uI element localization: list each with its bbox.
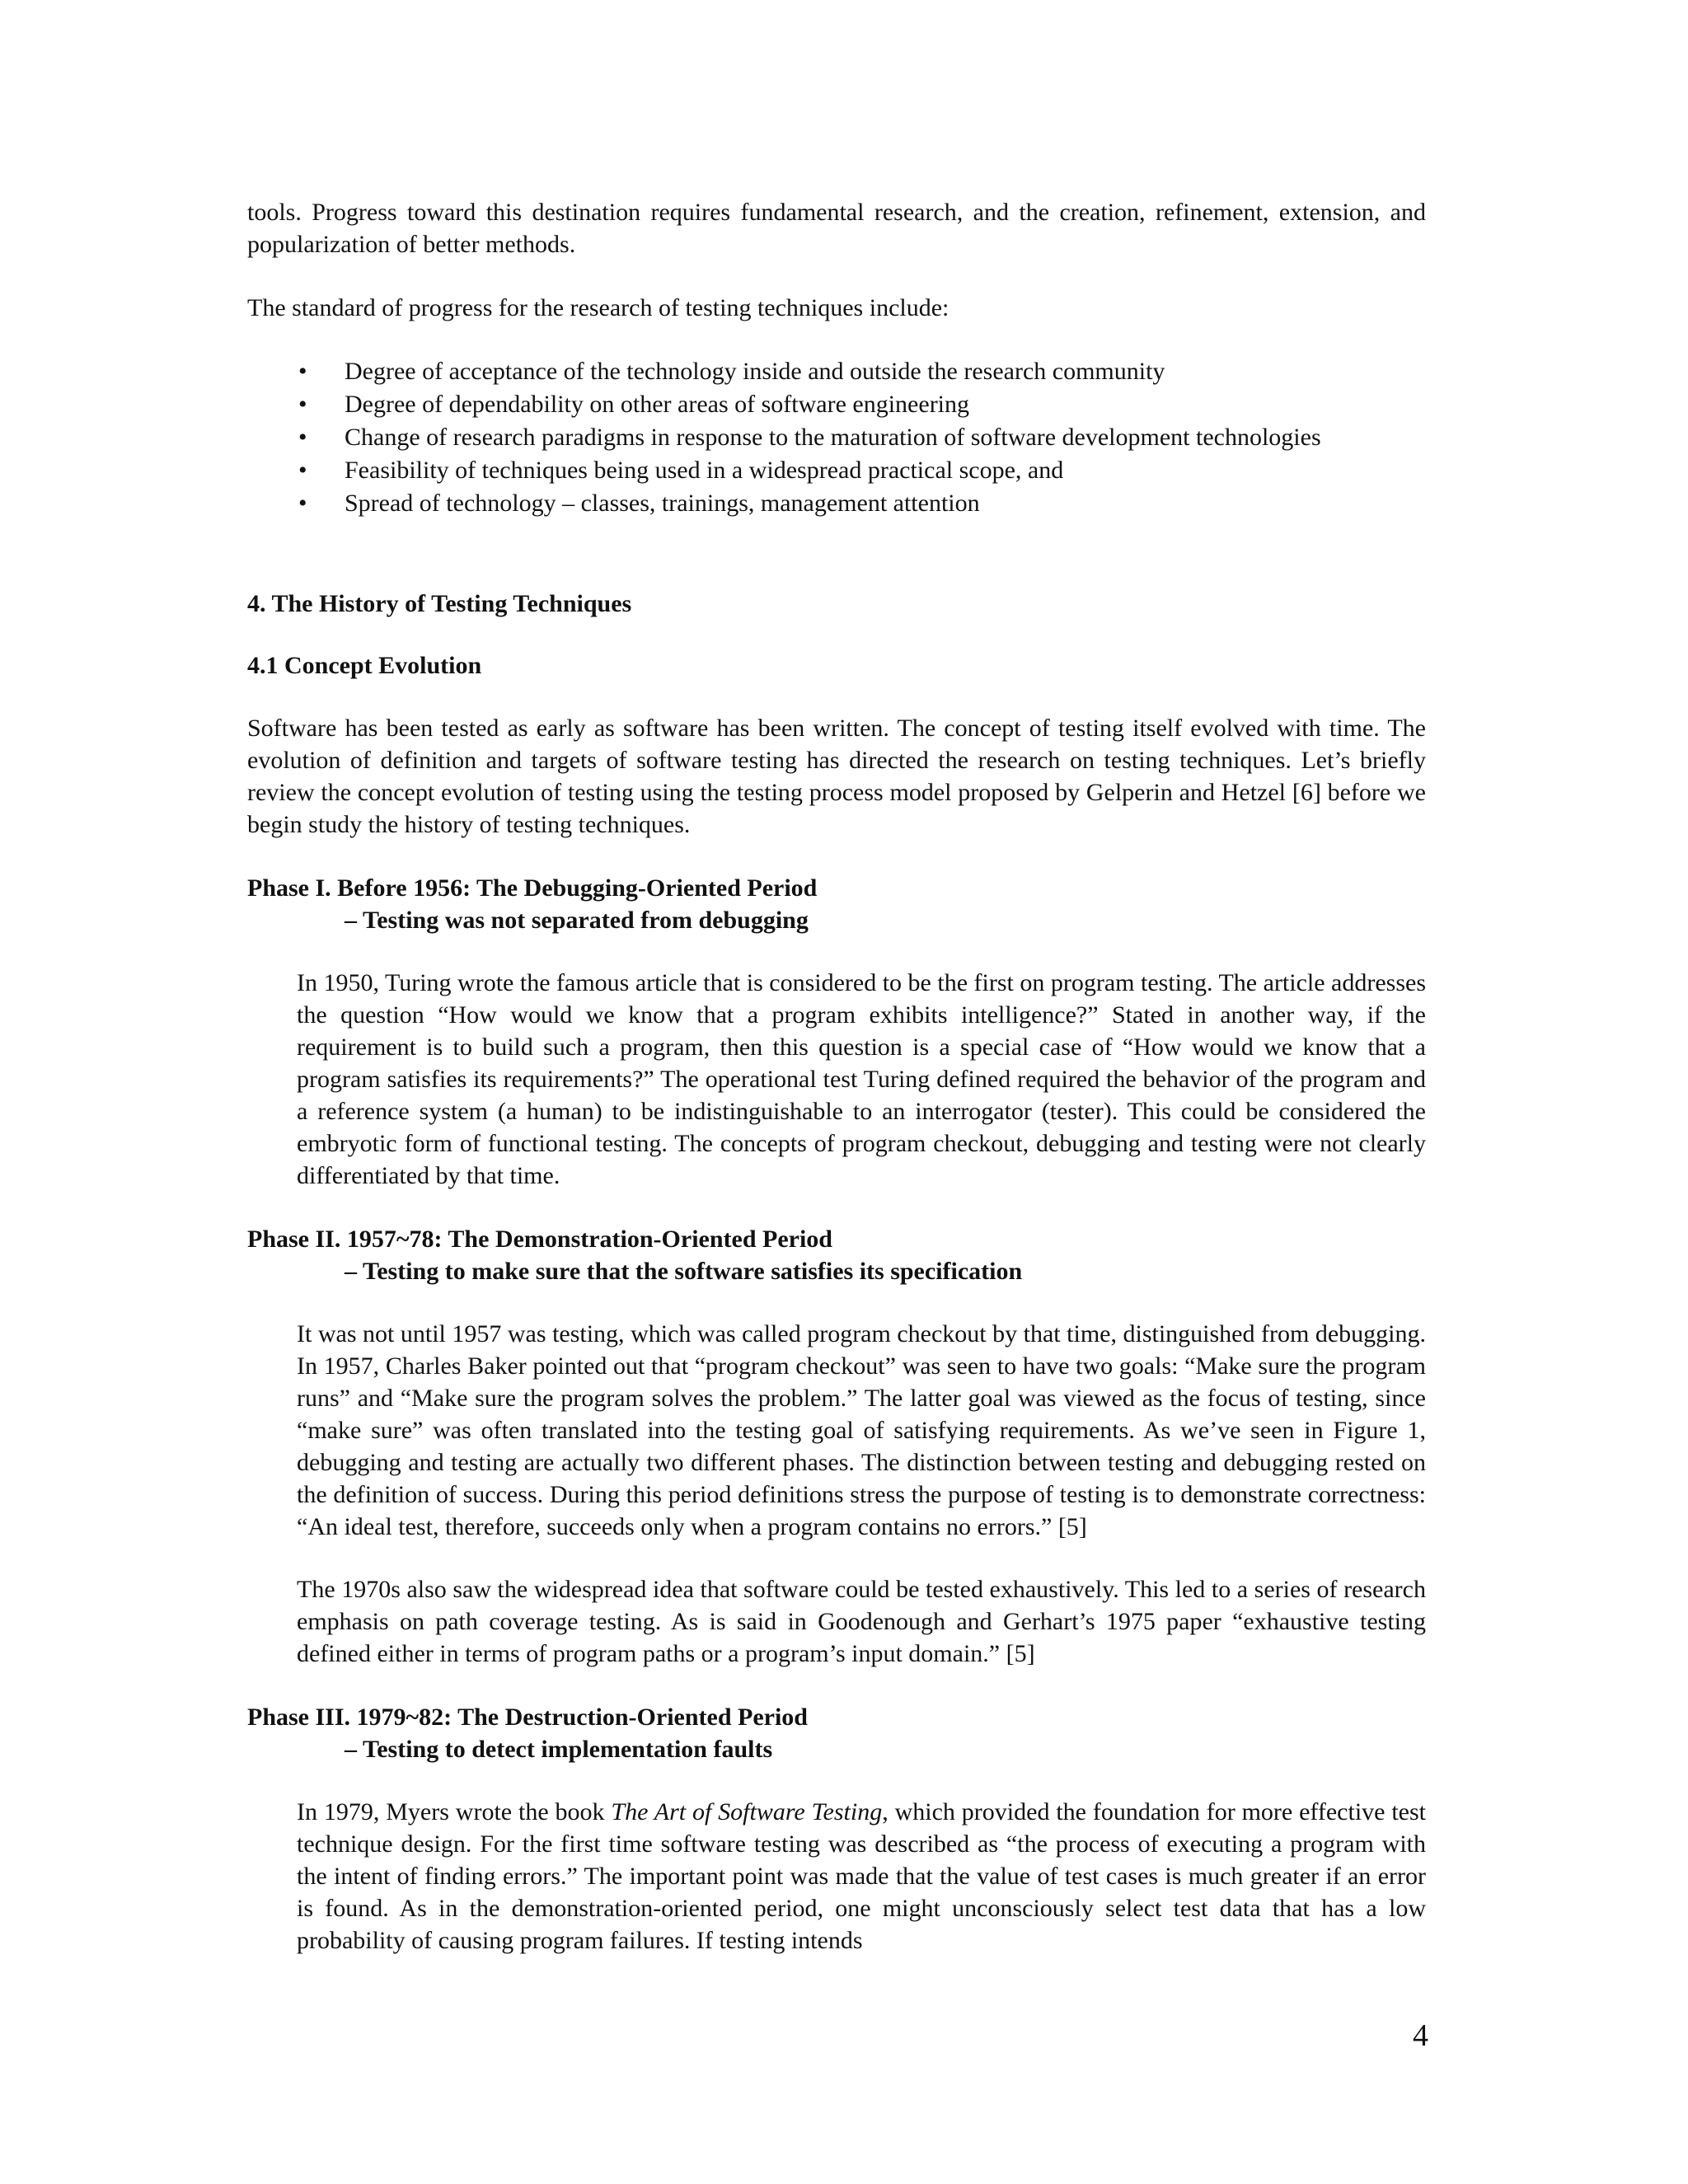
book-title: The Art of Software Testing	[611, 1798, 883, 1825]
list-item-text: Spread of technology – classes, trainings, management attention	[345, 490, 980, 517]
phase-2-heading: Phase II. 1957~78: The Demonstration-Oriented Period	[247, 1226, 832, 1253]
phase-2-paragraph: It was not until 1957 was testing, which was called program checkout by that time, distinguished from debugging. In 1957, Charles Baker pointed out that “program checkout” was seen to have two goals: “Make sure the program runs” and “Make sure the program solves the problem.” The latter goal was viewed as the focus of testing, since “make sure” was often translated into the testing goal of satisfying requirements. As we’ve seen in Figure 1, debugging and testing are actually two different phases. The distinction between testing and debugging rested on the definition of success. During this period definitions stress the purpose of testing is to demonstrate correctness: “An ideal test, therefore, succeeds only when a program contains no errors.” [5]	[297, 1320, 1426, 1540]
phase-2-subheading: – Testing to make sure that the software satisfies its specification	[345, 1258, 1023, 1285]
list-item	[247, 487, 1426, 520]
progress-standards-list	[247, 355, 1426, 520]
phase-1-heading: Phase I. Before 1956: The Debugging-Oriented Period	[247, 874, 818, 902]
bullet-icon: •	[298, 424, 307, 451]
phase-1-subheading: – Testing was not separated from debugging	[345, 907, 809, 934]
section-heading: 4. The History of Testing Techniques	[247, 590, 632, 617]
bullet-icon: •	[298, 490, 307, 517]
phase-2-paragraph: The 1970s also saw the widespread idea that software could be tested exhaustively. This led to a series of research emphasis on path coverage testing. As is said in Goodenough and Gerhart’s 1975 paper “exhaustive testing defined either in terms of program paths or a program’s input domain.” [5]	[297, 1576, 1426, 1667]
bullet-icon: •	[298, 457, 307, 484]
list-item-text: Change of research paradigms in response to the maturation of software development technologies	[345, 424, 1321, 451]
phase-2-body	[297, 1318, 1426, 1670]
list-item	[247, 388, 1426, 421]
bullet-icon: •	[298, 391, 307, 418]
phase-1-paragraph: In 1950, Turing wrote the famous article that is considered to be the first on program testing. The article addresses the question “How would we know that a program exhibits intelligence?” Stated in another way, if the requirement is to build such a program, then this question is a special case of “How would we know that a program satisfies its requirements?” The operational test Turing defined required the behavior of the program and a reference system (a human) to be indistinguishable to an interrogator (tester). This could be considered the embryotic form of functional testing. The concepts of program checkout, debugging and testing were not clearly differentiated by that time.	[297, 969, 1426, 1189]
list-item	[247, 454, 1426, 487]
phase-3-text-after: , which provided the foundation for more effective test technique design. For the first time software testing was described as “the process of executing a program with the intent of finding errors.” The important point was made that the value of test cases is much greater if an error is found. As in the demonstration-oriented period, one might unconsciously select test data that has a low probability of causing program failures. If testing intends	[297, 1798, 1427, 1954]
phase-3-subheading: – Testing to detect implementation faults	[345, 1736, 773, 1763]
document-page	[247, 196, 1426, 1957]
phase-3-heading: Phase III. 1979~82: The Destruction-Oriented Period	[247, 1704, 808, 1731]
phase-3-paragraph	[297, 1796, 1426, 1957]
standard-of-progress-sentence: The standard of progress for the research of testing techniques include:	[247, 294, 950, 321]
list-item	[247, 421, 1426, 454]
phase-1-body	[297, 967, 1426, 1192]
list-item	[247, 355, 1426, 388]
list-item-text: Degree of acceptance of the technology inside and outside the research community	[345, 358, 1165, 385]
subsection-heading: 4.1 Concept Evolution	[247, 652, 482, 679]
concept-evolution-paragraph: Software has been tested as early as software has been written. The concept of testing itself evolved with time. The evolution of definition and targets of software testing has directed the research on testing techniques. Let’s briefly review the concept evolution of testing using the testing process model proposed by Gelperin and Hetzel [6] before we begin study the history of testing techniques.	[247, 715, 1426, 838]
phase-3-text-before: In 1979, Myers wrote the book	[297, 1798, 612, 1825]
page-number: 4	[1413, 2018, 1428, 2053]
intro-paragraph: tools. Progress toward this destination requires fundamental research, and the creation, refinement, extension, and popularization of better methods.	[247, 199, 1426, 258]
list-item-text: Feasibility of techniques being used in a widespread practical scope, and	[345, 457, 1064, 484]
list-item-text: Degree of dependability on other areas of software engineering	[345, 391, 970, 418]
phase-3-body	[297, 1796, 1426, 1957]
bullet-icon: •	[298, 358, 307, 385]
